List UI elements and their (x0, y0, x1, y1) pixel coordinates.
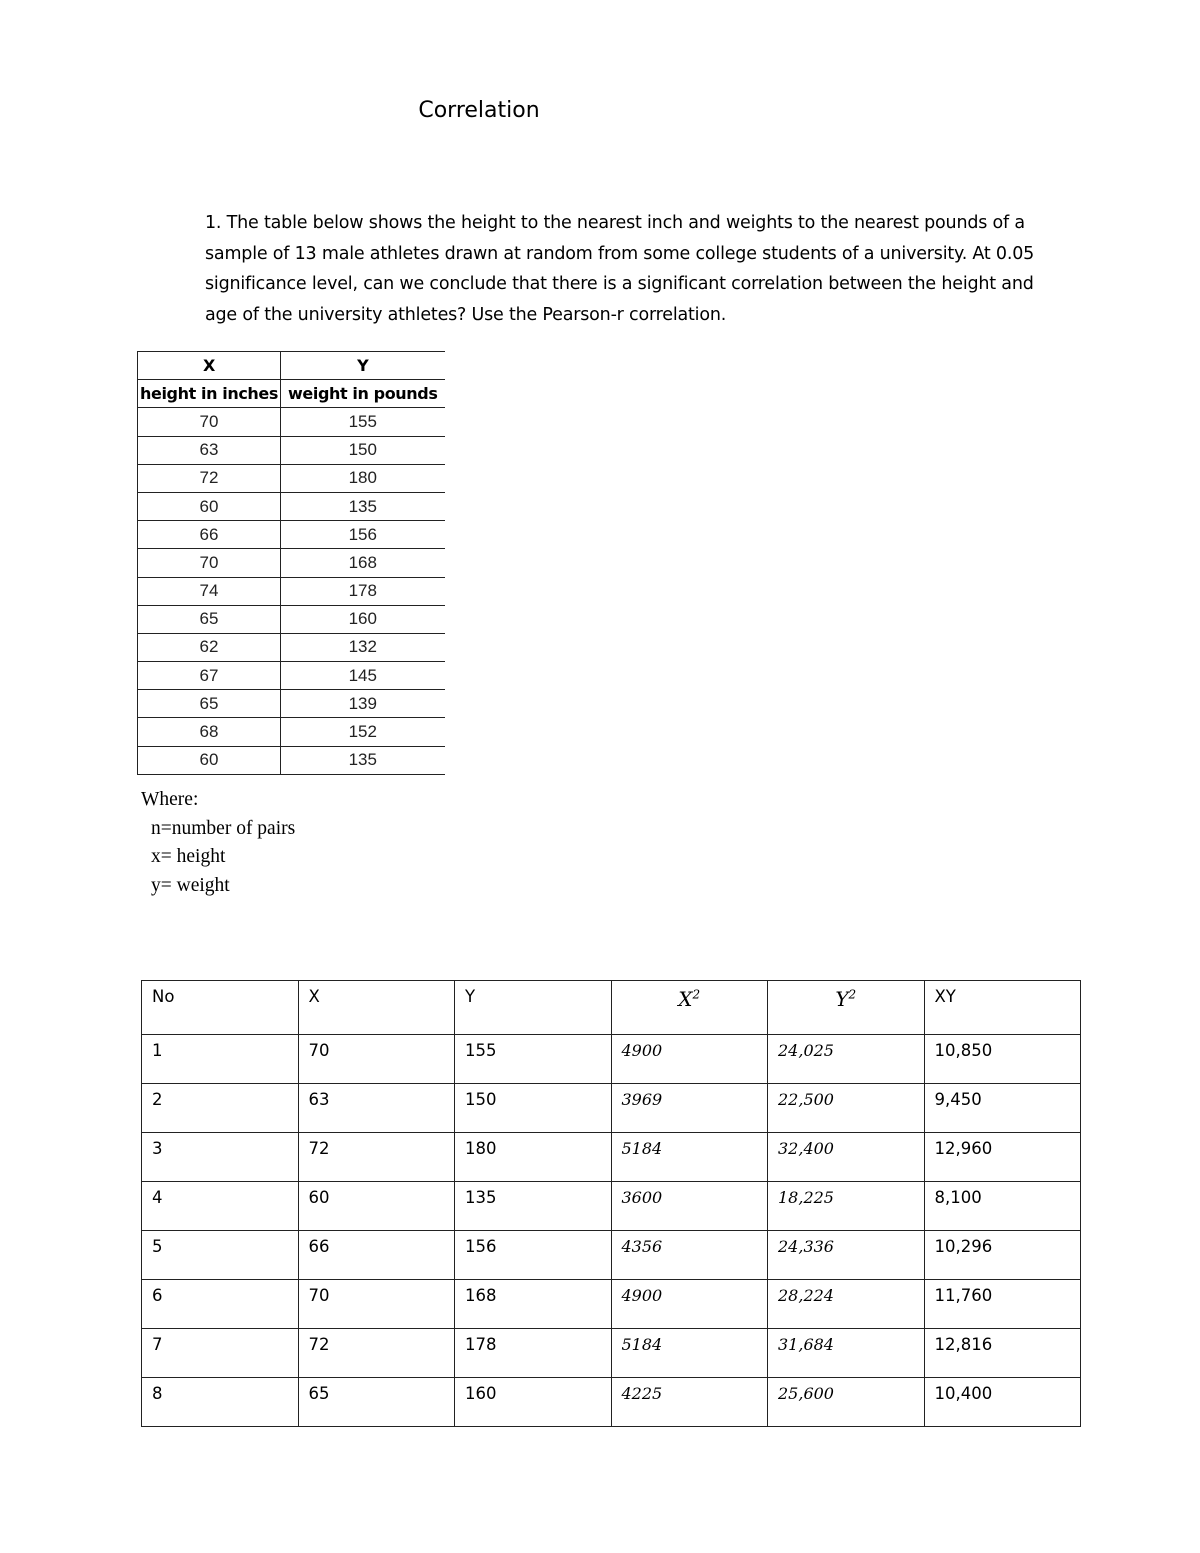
xy-cell: 12,816 (924, 1329, 1081, 1378)
height-cell: 72 (138, 464, 281, 492)
height-cell: 66 (138, 521, 281, 549)
no-cell: 4 (142, 1182, 299, 1231)
weight-cell: 178 (281, 577, 445, 605)
y-cell: 168 (455, 1280, 612, 1329)
table-row (142, 1231, 1081, 1280)
column-header-y: Y (455, 981, 612, 1035)
x-squared-exponent: 2 (692, 987, 701, 1002)
where-heading: Where: (141, 789, 199, 810)
y-squared-base: Y (835, 987, 849, 1011)
y-squared-exponent: 2 (848, 987, 857, 1002)
y-cell: 156 (455, 1231, 612, 1280)
y-squared-cell: 22,500 (768, 1084, 925, 1133)
column-header-xy: XY (924, 981, 1081, 1035)
y-cell: 178 (455, 1329, 612, 1378)
definition-n: n=number of pairs (151, 817, 296, 839)
table-row (138, 718, 445, 746)
xy-cell: 8,100 (924, 1182, 1081, 1231)
y-squared-cell: 32,400 (768, 1133, 925, 1182)
weight-cell: 155 (281, 408, 445, 436)
no-cell: 6 (142, 1280, 299, 1329)
no-cell: 8 (142, 1378, 299, 1427)
weight-cell: 160 (281, 605, 445, 633)
table-row (142, 1329, 1081, 1378)
column-subheader-height: height in inches (138, 380, 281, 408)
question-line: significance level, can we conclude that there is a significant correlation between the height and (205, 274, 1034, 295)
y-squared-cell: 25,600 (768, 1378, 925, 1427)
weight-cell: 156 (281, 521, 445, 549)
table-row (138, 492, 445, 520)
column-header-y: Y (281, 352, 445, 380)
height-weight-table (137, 351, 445, 775)
height-cell: 70 (138, 408, 281, 436)
table-row (142, 1035, 1081, 1084)
height-cell: 63 (138, 436, 281, 464)
y-squared-cell: 24,336 (768, 1231, 925, 1280)
x-cell: 65 (298, 1378, 455, 1427)
variable-definitions (141, 786, 295, 900)
table-subheader-row (138, 380, 445, 408)
table-row (138, 577, 445, 605)
x-squared-cell: 4356 (611, 1231, 768, 1280)
table-row (138, 662, 445, 690)
computation-table (141, 980, 1081, 1427)
x-cell: 66 (298, 1231, 455, 1280)
table-row (142, 1378, 1081, 1427)
height-cell: 65 (138, 690, 281, 718)
height-cell: 62 (138, 633, 281, 661)
question-line: sample of 13 male athletes drawn at random from some college students of a university. At 0.05 (205, 243, 1035, 264)
x-squared-cell: 4900 (611, 1035, 768, 1084)
definition-y: y= weight (151, 874, 230, 896)
table-row (142, 1133, 1081, 1182)
height-cell: 60 (138, 746, 281, 774)
weight-cell: 135 (281, 492, 445, 520)
table-row (142, 1182, 1081, 1231)
table-header-row (138, 352, 445, 380)
table-row (138, 521, 445, 549)
column-header-y-squared (768, 981, 925, 1035)
weight-cell: 152 (281, 718, 445, 746)
height-cell: 65 (138, 605, 281, 633)
y-squared-cell: 31,684 (768, 1329, 925, 1378)
weight-cell: 168 (281, 549, 445, 577)
xy-cell: 10,296 (924, 1231, 1081, 1280)
height-cell: 60 (138, 492, 281, 520)
x-cell: 60 (298, 1182, 455, 1231)
no-cell: 3 (142, 1133, 299, 1182)
xy-cell: 10,850 (924, 1035, 1081, 1084)
table-row (138, 464, 445, 492)
question-text (205, 208, 1065, 330)
xy-cell: 12,960 (924, 1133, 1081, 1182)
y-cell: 155 (455, 1035, 612, 1084)
x-squared-cell: 4225 (611, 1378, 768, 1427)
table-row (138, 690, 445, 718)
table-row (138, 549, 445, 577)
y-squared-cell: 28,224 (768, 1280, 925, 1329)
x-squared-cell: 5184 (611, 1133, 768, 1182)
weight-cell: 145 (281, 662, 445, 690)
column-header-x: X (138, 352, 281, 380)
height-cell: 68 (138, 718, 281, 746)
table-row (138, 633, 445, 661)
definition-x: x= height (151, 846, 226, 867)
column-header-x: X (298, 981, 455, 1035)
y-squared-cell: 18,225 (768, 1182, 925, 1231)
height-cell: 70 (138, 549, 281, 577)
xy-cell: 11,760 (924, 1280, 1081, 1329)
x-cell: 63 (298, 1084, 455, 1133)
x-cell: 70 (298, 1035, 455, 1084)
column-header-x-squared (611, 981, 768, 1035)
x-squared-cell: 4900 (611, 1280, 768, 1329)
question-line: age of the university athletes? Use the Pearson-r correlation. (205, 304, 727, 325)
no-cell: 5 (142, 1231, 299, 1280)
height-cell: 74 (138, 577, 281, 605)
y-squared-cell: 24,025 (768, 1035, 925, 1084)
table-row (138, 605, 445, 633)
y-cell: 150 (455, 1084, 612, 1133)
table-row (142, 1280, 1081, 1329)
y-cell: 135 (455, 1182, 612, 1231)
weight-cell: 135 (281, 746, 445, 774)
page-title: Correlation (418, 98, 540, 123)
x-cell: 72 (298, 1329, 455, 1378)
no-cell: 2 (142, 1084, 299, 1133)
question-line: 1. The table below shows the height to the nearest inch and weights to the nearest pounds of a (205, 213, 1025, 233)
x-squared-cell: 5184 (611, 1329, 768, 1378)
weight-cell: 150 (281, 436, 445, 464)
y-cell: 160 (455, 1378, 612, 1427)
xy-cell: 9,450 (924, 1084, 1081, 1133)
table-row (138, 408, 445, 436)
x-cell: 70 (298, 1280, 455, 1329)
weight-cell: 180 (281, 464, 445, 492)
column-subheader-weight: weight in pounds (281, 380, 445, 408)
x-squared-base: X (678, 987, 693, 1011)
x-squared-cell: 3600 (611, 1182, 768, 1231)
xy-cell: 10,400 (924, 1378, 1081, 1427)
x-squared-cell: 3969 (611, 1084, 768, 1133)
no-cell: 7 (142, 1329, 299, 1378)
y-cell: 180 (455, 1133, 612, 1182)
height-cell: 67 (138, 662, 281, 690)
table-row (138, 436, 445, 464)
weight-cell: 132 (281, 633, 445, 661)
table-row (138, 746, 445, 774)
no-cell: 1 (142, 1035, 299, 1084)
weight-cell: 139 (281, 690, 445, 718)
table-row (142, 1084, 1081, 1133)
table-header-row (142, 981, 1081, 1035)
column-header-no: No (142, 981, 299, 1035)
x-cell: 72 (298, 1133, 455, 1182)
